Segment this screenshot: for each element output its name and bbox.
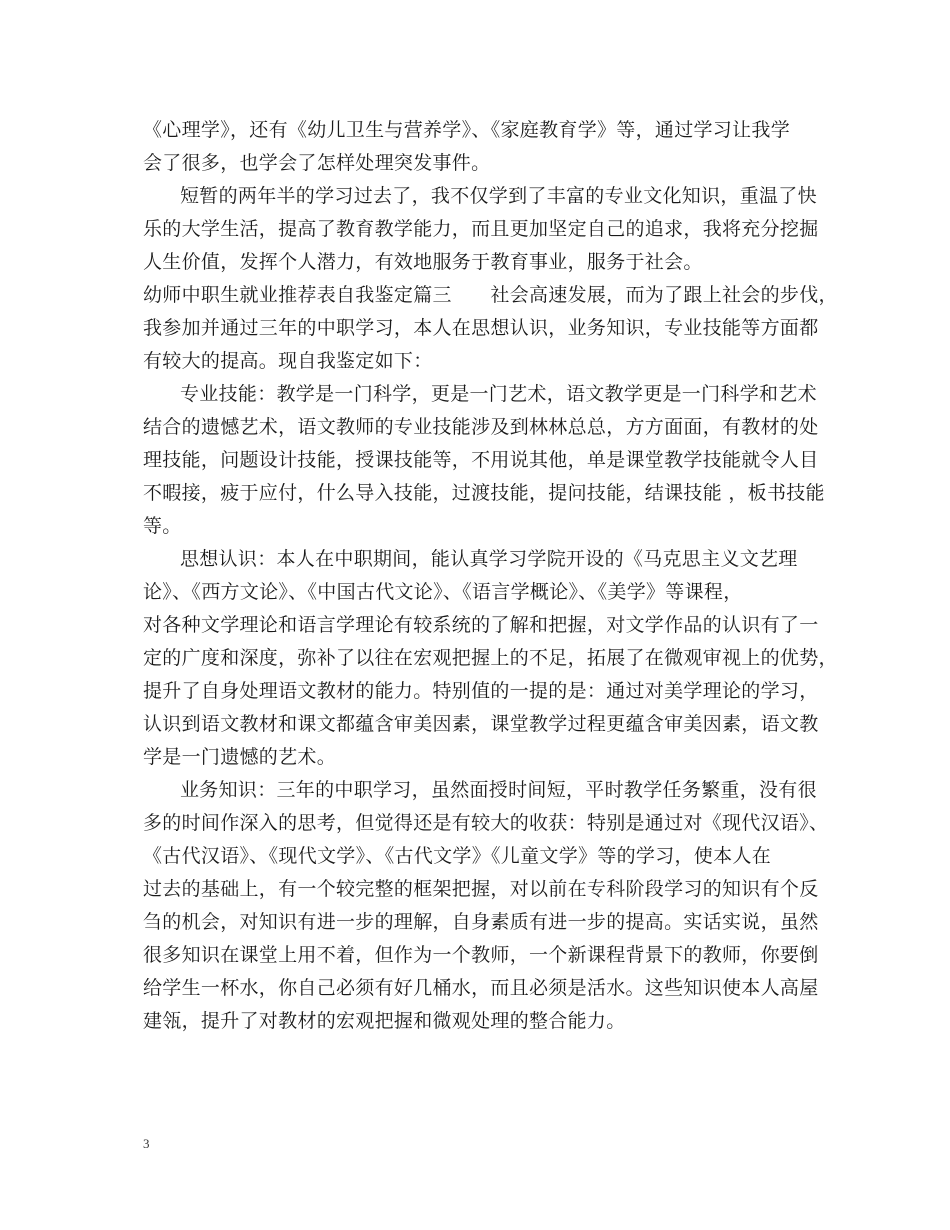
text-line: 不暇接，疲于应付，什么导入技能，过渡技能，提问技能，结课技能 ，板书技能: [143, 482, 825, 504]
text-line: 会了很多，也学会了怎样处理突发事件。: [143, 152, 491, 174]
text-line: 业务知识：三年的中职学习，虽然面授时间短，平时教学任务繁重，没有很: [180, 779, 817, 801]
text-line: 认识到语文教材和课文都蕴含审美因素，课堂教学过程更蕴含审美因素，语文教: [143, 713, 819, 735]
text-line: 过去的基础上，有一个较完整的框架把握，对以前在专科阶段学习的知识有个反: [143, 878, 819, 900]
text-line: 多的时间作深入的思考，但觉得还是有较大的收获：特别是通过对《现代汉语》、: [143, 812, 829, 834]
text-line: 有较大的提高。现自我鉴定如下：: [143, 350, 433, 372]
text-line: 提升了自身处理语文教材的能力。特别值的一提的是：通过对美学理论的学习，: [143, 680, 819, 702]
text-line: 对各种文学理论和语言学理论有较系统的了解和把握，对文学作品的认识有了一: [143, 614, 819, 636]
text-line: 等。: [143, 515, 182, 537]
text-line: 很多知识在课堂上用不着，但作为一个教师，一个新课程背景下的教师，你要倒: [143, 944, 819, 966]
text-line: 我参加并通过三年的中职学习，本人在思想认识，业务知识，专业技能等方面都: [143, 317, 819, 339]
text-line: 思想认识：本人在中职期间，能认真学习学院开设的《马克思主义文艺理: [180, 548, 798, 570]
text-line: 建瓴，提升了对教材的宏观把握和微观处理的整合能力。: [143, 1010, 626, 1032]
text-line: 理技能，问题设计技能，授课技能等，不用说其他，单是课堂教学技能就令人目: [143, 449, 819, 471]
text-line: 给学生一杯水，你自己必须有好几桶水，而且必须是活水。这些知识使本人高屋: [143, 977, 819, 999]
text-line: 专业技能：教学是一门科学，更是一门艺术，语文教学更是一门科学和艺术: [180, 383, 817, 405]
text-line: 短暂的两年半的学习过去了，我不仅学到了丰富的专业文化知识，重温了快: [180, 185, 817, 207]
text-line: 学是一门遗憾的艺术。: [143, 746, 337, 768]
text-line: 人生价值，发挥个人潜力，有效地服务于教育事业，服务于社会。: [143, 251, 703, 273]
text-line: 《心理学》，还有《幼儿卫生与营养学》、《家庭教育学》等，通过学习让我学: [143, 119, 791, 141]
text-line: 《古代汉语》、《现代文学》、《古代文学》《儿童文学》等的学习，使本人在: [143, 845, 772, 867]
text-line: 定的广度和深度，弥补了以往在宏观把握上的不足，拓展了在微观审视上的优势，: [143, 647, 838, 669]
text-line: 结合的遗憾艺术，语文教师的专业技能涉及到林林总总，方方面面，有教材的处: [143, 416, 819, 438]
body-text: [143, 114, 838, 1038]
text-line: 乐的大学生活，提高了教育教学能力，而且更加坚定自己的追求，我将充分挖掘: [143, 218, 819, 240]
page-number: 3: [143, 1136, 150, 1151]
text-line: 论》、《西方文论》、《中国古代文论》、《语言学概论》、《美学》等课程，: [143, 581, 743, 603]
text-line: 刍的机会，对知识有进一步的理解，自身素质有进一步的提高。实话实说，虽然: [143, 911, 819, 933]
text-line: 幼师中职生就业推荐表自我鉴定篇三 社会高速发展，而为了跟上社会的步伐，: [143, 284, 838, 306]
